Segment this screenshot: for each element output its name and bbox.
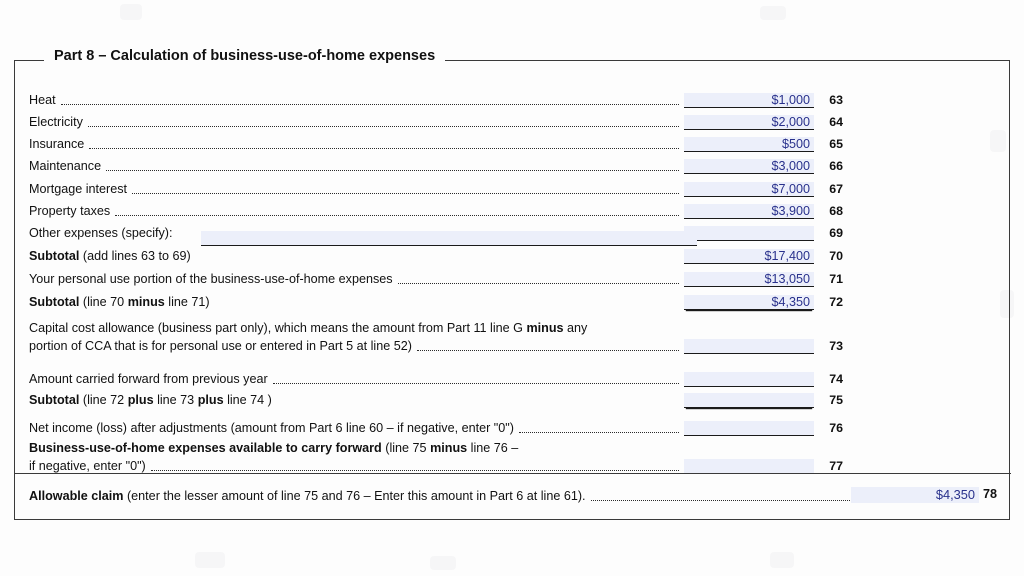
label-carry-forward-a: (line 75 (381, 441, 431, 455)
leader-dots (273, 382, 679, 384)
leader-dots (88, 125, 679, 127)
field-mortgage-interest[interactable]: $7,000 (684, 182, 814, 197)
field-subtotal-75[interactable] (684, 393, 814, 408)
field-maintenance[interactable]: $3,000 (684, 159, 814, 174)
field-insurance[interactable]: $500 (684, 137, 814, 152)
part-title: Part 8 – Calculation of business-use-of-home expenses (44, 48, 445, 64)
line-number-69: 69 (829, 226, 843, 240)
line-number-67: 67 (829, 182, 843, 196)
field-heat[interactable]: $1,000 (684, 93, 814, 108)
label-carry-forward-available (29, 441, 699, 456)
leader-dots (61, 103, 679, 105)
row-line-70 (29, 247, 843, 264)
field-subtotal-70[interactable]: $17,400 (684, 249, 814, 264)
scan-artifact (430, 556, 456, 570)
leader-dots (115, 214, 679, 216)
line-number-70: 70 (829, 249, 843, 263)
leader-dots (106, 169, 679, 171)
label-subtotal-72 (29, 295, 210, 310)
row-line-76 (29, 419, 843, 436)
scan-artifact (760, 6, 786, 20)
label-subtotal-70-bold: Subtotal (29, 249, 80, 263)
label-subtotal-75-plus2: plus (197, 393, 224, 407)
line-number-65: 65 (829, 137, 843, 151)
line-number-63: 63 (829, 93, 843, 107)
label-subtotal-75-c: line 74 ) (223, 393, 272, 407)
row-line-63 (29, 91, 843, 108)
line-number-73: 73 (829, 339, 843, 353)
label-carry-forward-bold: Business-use-of-home expenses available to carry forward (29, 441, 382, 455)
field-other-expenses[interactable] (684, 226, 814, 241)
label-subtotal-75-plus1: plus (127, 393, 154, 407)
leader-dots (132, 192, 679, 194)
label-subtotal-72-bold: Subtotal (29, 295, 80, 309)
label-cca-minus: minus (526, 321, 564, 335)
field-carried-forward[interactable] (684, 372, 814, 387)
label-other-expenses: Other expenses (specify): (29, 226, 173, 240)
scan-artifact (120, 4, 142, 20)
label-cca-a: Capital cost allowance (business part only), which means the amount from Part 11 line G (29, 321, 527, 335)
field-other-expenses-specify[interactable] (201, 231, 697, 246)
row-line-75 (29, 391, 843, 408)
field-allowable-claim[interactable]: $4,350 (851, 487, 979, 503)
form-content (15, 61, 1011, 521)
leader-dots (591, 499, 850, 501)
field-subtotal-72[interactable]: $4,350 (684, 295, 814, 310)
field-personal-use-portion[interactable]: $13,050 (684, 272, 814, 287)
line-number-78: 78 (983, 487, 998, 501)
label-subtotal-70-rest: (add lines 63 to 69) (82, 249, 191, 263)
line-number-64: 64 (829, 115, 843, 129)
row-line-73 (29, 337, 843, 354)
row-line-72 (29, 293, 843, 310)
leader-dots (398, 282, 679, 284)
label-insurance: Insurance (29, 137, 85, 151)
line-number-75: 75 (829, 393, 843, 407)
label-net-income: Net income (loss) after adjustments (amount from Part 6 line 60 – if negative, enter "0") (29, 421, 514, 435)
label-subtotal-70 (29, 249, 191, 264)
label-carried-forward: Amount carried forward from previous year (29, 372, 268, 386)
label-personal-use-portion: Your personal use portion of the business-use-of-home expenses (29, 272, 393, 286)
row-line-71 (29, 270, 843, 287)
leader-dots (417, 349, 679, 351)
label-electricity: Electricity (29, 115, 83, 129)
row-line-68 (29, 202, 843, 219)
row-line-64 (29, 113, 843, 130)
line-number-76: 76 (829, 421, 843, 435)
label-property-taxes: Property taxes (29, 204, 111, 218)
scan-artifact (195, 552, 225, 568)
label-heat: Heat (29, 93, 56, 107)
line-number-72: 72 (829, 295, 843, 309)
label-subtotal-72-b: line 71) (164, 295, 210, 309)
line-number-71: 71 (829, 272, 843, 286)
field-cca[interactable] (684, 339, 814, 354)
label-allowable-claim-bold: Allowable claim (29, 489, 124, 503)
line-number-77: 77 (829, 459, 843, 473)
line-number-68: 68 (829, 204, 843, 218)
form-section-border (14, 60, 1010, 520)
field-electricity[interactable]: $2,000 (684, 115, 814, 130)
label-subtotal-72-a: (line 70 (82, 295, 128, 309)
spacer (29, 247, 699, 248)
label-cca (29, 321, 699, 336)
label-maintenance: Maintenance (29, 159, 102, 173)
row-line-65 (29, 135, 843, 152)
label-carry-forward-b: line 76 – (467, 441, 519, 455)
row-line-74 (29, 370, 843, 387)
row-line-77 (29, 457, 843, 474)
label-allowable-claim (29, 489, 586, 504)
label-allowable-claim-rest: (enter the lesser amount of line 75 and 76 – Enter this amount in Part 6 at line 61). (126, 489, 586, 503)
field-net-income[interactable] (684, 421, 814, 436)
leader-dots (89, 147, 679, 149)
label-subtotal-75-a: (line 72 (82, 393, 128, 407)
leader-dots (519, 431, 679, 433)
label-subtotal-75-b: line 73 (153, 393, 198, 407)
line-number-66: 66 (829, 159, 843, 173)
label-cca-b: any (563, 321, 588, 335)
label-carry-forward-minus: minus (430, 441, 468, 455)
label-subtotal-75 (29, 393, 272, 408)
leader-dots (151, 469, 679, 471)
label-mortgage-interest: Mortgage interest (29, 182, 128, 196)
allowable-claim-divider (15, 473, 1011, 474)
label-carry-forward-line2: if negative, enter "0") (29, 459, 146, 473)
line-number-74: 74 (829, 372, 843, 386)
row-line-78 (29, 487, 855, 504)
row-line-66 (29, 157, 843, 174)
scan-artifact (770, 552, 794, 568)
field-carry-forward-available[interactable] (684, 459, 814, 474)
field-property-taxes[interactable]: $3,900 (684, 204, 814, 219)
label-subtotal-72-minus: minus (127, 295, 165, 309)
row-line-67 (29, 180, 843, 197)
label-subtotal-75-bold: Subtotal (29, 393, 80, 407)
label-cca-line2: portion of CCA that is for personal use or entered in Part 5 at line 52) (29, 339, 412, 353)
